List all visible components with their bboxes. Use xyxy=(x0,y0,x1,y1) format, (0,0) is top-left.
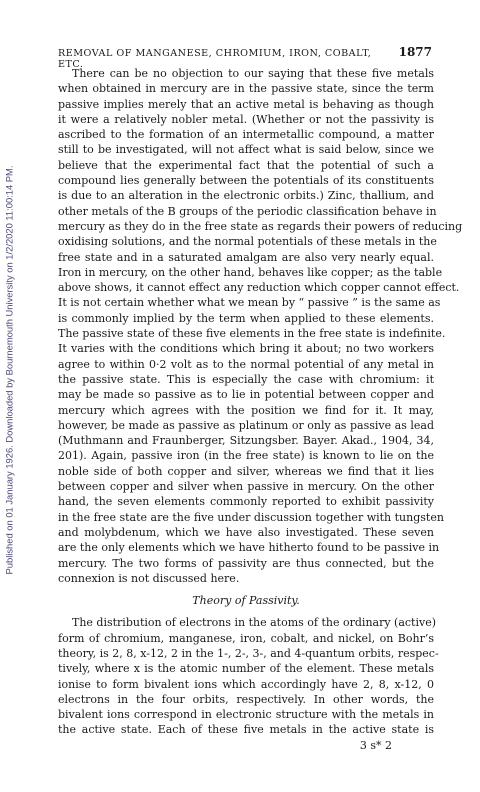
text-line: There can be no objection to our saying that these five metals xyxy=(72,67,434,80)
text-line: is due to an alteration in the electronic orbits.) Zinc, thallium, and xyxy=(58,189,434,203)
text-line: tively, where x is the atomic number of the element. These metals xyxy=(58,662,434,676)
text-line: form of chromium, manganese, iron, cobalt, and nickel, on Bohr’s xyxy=(58,631,434,645)
text-line: the active state. Each of these five metals in the active state is xyxy=(58,723,434,737)
text-line: noble side of both copper and silver, whereas we find that it lies xyxy=(58,464,434,478)
text-line: It is not certain whether what we mean by “ passive ” is the same as xyxy=(58,296,441,310)
text-line: however, be made as passive as platinum or only as passive as lead xyxy=(58,418,434,432)
text-line: 201). Again, passive iron (in the free state) is known to lie on the xyxy=(58,449,434,463)
text-line: It varies with the conditions which bring it about; no two workers xyxy=(58,342,434,356)
text-line: agree to within 0·2 volt as to the normal potential of any metal in xyxy=(58,357,434,371)
download-notice xyxy=(2,70,16,670)
paragraph-2 xyxy=(58,615,439,737)
text-line: free state and in a saturated amalgam are also very nearly equal. xyxy=(58,250,434,264)
text-line: The passive state of these five elements in the free state is indefinite. xyxy=(58,327,446,341)
running-head: REMOVAL OF MANGANESE, CHROMIUM, IRON, COBALT, ETC. xyxy=(58,48,372,70)
text-line: Iron in mercury, on the other hand, behaves like copper; as the table xyxy=(58,265,443,279)
text-line: oxidising solutions, and the normal potentials of these metals in the xyxy=(58,235,437,249)
text-line: mercury which agrees with the position we find for it. It may, xyxy=(58,403,434,417)
text-line: connexion is not discussed here. xyxy=(58,571,240,585)
text-line: above shows, it cannot effect any reduction which copper cannot effect. xyxy=(58,281,460,295)
text-line: mercury as they do in the free state as regards their powers of reducing xyxy=(58,219,463,233)
paragraph-1 xyxy=(58,66,463,586)
text-line: ionise to form bivalent ions which accordingly have 2, 8, x-12, 0 xyxy=(58,677,434,691)
text-line: bivalent ions correspond in electronic structure with the metals in xyxy=(58,708,434,722)
text-line: compound lies generally between the potentials of its constituents xyxy=(58,174,434,188)
page-header xyxy=(58,45,432,70)
page-number: 1877 xyxy=(398,45,432,59)
text-line: may be made so passive as to lie in potential between copper and xyxy=(58,388,434,402)
text-line: ascribed to the formation of an intermetallic compound, a matter xyxy=(58,128,434,142)
signature-mark: 3 s* 2 xyxy=(359,738,392,752)
text-line: between copper and silver when passive in mercury. On the other xyxy=(58,480,434,494)
text-line: in the free state are the five under discussion together with tungsten xyxy=(58,510,444,524)
download-notice-text: Published on 01 January 1926. Downloaded by Bournemouth University on 1/2/2020 11:00:14 PM. xyxy=(3,165,15,575)
text-line: The distribution of electrons in the atoms of the ordinary (active) xyxy=(72,616,437,630)
text-line: is commonly implied by the term when applied to these elements. xyxy=(58,311,434,325)
text-line: other metals of the B groups of the periodic classification behave in xyxy=(58,204,437,218)
text-line: (Muthmann and Fraunberger, Sitzungsber. Bayer. Akad., 1904, 34, xyxy=(58,434,434,448)
text-line: when obtained in mercury are in the passive state, since the term xyxy=(58,82,434,96)
section-heading: Theory of Passivity. xyxy=(192,594,300,608)
text-line: it were a relatively nobler metal. (Whether or not the passivity is xyxy=(58,112,434,126)
text-line: and molybdenum, which we have also investigated. These seven xyxy=(58,525,434,539)
text-line: mercury. The two forms of passivity are thus connected, but the xyxy=(58,556,434,570)
text-line: still to be investigated, will not affect what is said below, since we xyxy=(58,143,434,157)
text-line: are the only elements which we have hitherto found to be passive in xyxy=(58,541,440,555)
article-body xyxy=(58,66,463,753)
text-line: believe that the experimental fact that the potential of such a xyxy=(58,158,434,172)
text-line: hand, the seven elements commonly reported to exhibit passivity xyxy=(58,495,434,509)
text-line: electrons in the four orbits, respectively. In other words, the xyxy=(58,692,434,706)
text-line: the passive state. This is especially the case with chromium: it xyxy=(58,372,434,386)
text-line: passive implies merely that an active metal is behaving as though xyxy=(58,97,434,111)
text-line: theory, is 2, 8, x-12, 2 in the 1-, 2-, 3-, and 4-quantum orbits, respec- xyxy=(58,646,439,660)
